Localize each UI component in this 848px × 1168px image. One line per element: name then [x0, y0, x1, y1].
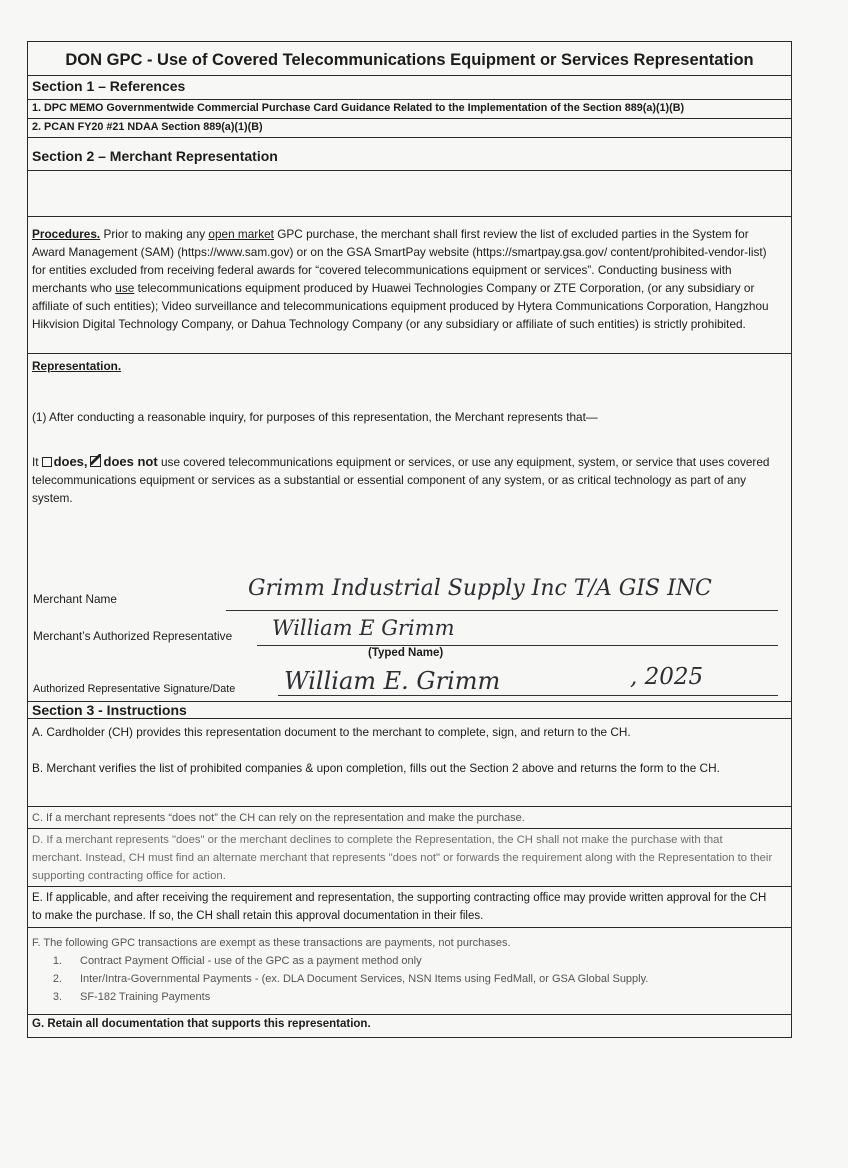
authorized-rep-line — [257, 645, 778, 646]
form-title: DON GPC - Use of Covered Telecommunications Equipment or Services Representation — [65, 51, 754, 69]
reference-1: 1. DPC MEMO Governmentwide Commercial Purchase Card Guidance Related to the Implementation of the Section 889(a)(1)(B) — [28, 99, 791, 118]
typed-name-caption: (Typed Name) — [368, 647, 444, 659]
representation-block — [28, 353, 791, 701]
section3-heading: Section 3 - Instructions — [28, 701, 791, 718]
signature-date-label: Authorized Representative Signature/Date — [33, 683, 236, 695]
instruction-f-block — [28, 927, 791, 1014]
reference-2: 2. PCAN FY20 #21 NDAA Section 889(a)(1)(B) — [28, 118, 791, 137]
representation-item-1: (1) After conducting a reasonable inquiry, for purposes of this representation, the Merchant represents that— — [32, 410, 598, 424]
date-field[interactable]: , 2025 — [630, 664, 704, 690]
instruction-c: C. If a merchant represents “does not” the CH can rely on the representation and make the purchase. — [28, 806, 791, 828]
does-not-checkbox-checked[interactable] — [90, 456, 101, 467]
instruction-g: G. Retain all documentation that supports this representation. — [28, 1014, 791, 1038]
exempt-item-2: 2. Inter/Intra-Governmental Payments - (ex. DLA Document Services, NSN Items using FedMall, or GSA Global Supply. — [52, 973, 649, 985]
instruction-ab — [28, 718, 791, 806]
merchant-name-line — [226, 610, 778, 611]
blank-row — [28, 170, 791, 216]
section1-heading: Section 1 – References — [28, 75, 791, 99]
signature-line — [278, 695, 778, 696]
representation-statement: It does, does not use covered telecommunications equipment or services, or use any equipment, system, or service that uses covered telecommunications equipment or services as a substantial or essential component of any system, or as critical technology as part of any system. — [32, 454, 770, 505]
instruction-d: D. If a merchant represents "does" or the merchant declines to complete the Representation, the CH shall not make the purchase with that merchant. Instead, CH must find an alternate merchant that represents "does not" or forwards the requirement along with the Representation to their supporting contracting office for action. — [28, 828, 791, 886]
authorized-rep-field[interactable]: William E Grimm — [272, 616, 455, 640]
procedures-block: Procedures. Prior to making any open market GPC purchase, the merchant shall first review the list of excluded parties in the System for Award Management (SAM) (https://www.sam.gov) or on the GSA SmartPay website (https://smartpay.gsa.gov/ content/prohibited-vendor-list) for entities excluded from receiving federal awards for “covered telecommunications equipment or services”. Conducting business with merchants who use telecommunications equipment produced by Huawei Technologies Company or ZTE Corporation, (or any subsidiary or affiliate of such entities); Video surveillance and telecommunications equipment produced by Hytera Communications Corporation, Hangzhou Hikvision Digital Technology Company, or Dahua Technology Company (or any subsidiary or affiliate of such entities) is strictly prohibited. — [28, 216, 791, 353]
representation-label: Representation. — [32, 359, 122, 373]
representation-form — [27, 41, 792, 1038]
authorized-rep-label: Merchant’s Authorized Representative — [33, 629, 233, 643]
exempt-item-1: 1. Contract Payment Official - use of the GPC as a payment method only — [52, 955, 422, 967]
merchant-name-label: Merchant Name — [33, 592, 117, 606]
instruction-b: B. Merchant verifies the list of prohibited companies & upon completion, fills out the Section 2 above and returns the form to the CH. — [32, 761, 720, 775]
instruction-f: F. The following GPC transactions are exempt as these transactions are payments, not purchases. — [32, 937, 511, 949]
does-checkbox[interactable] — [42, 457, 52, 467]
instruction-e: E. If applicable, and after receiving the requirement and representation, the supporting contracting office may provide written approval for the CH to make the purchase. If so, the CH shall retain this approval documentation in their files. — [28, 886, 791, 927]
merchant-name-field[interactable]: Grimm Industrial Supply Inc T/A GIS INC — [248, 576, 712, 601]
instruction-a: A. Cardholder (CH) provides this representation document to the merchant to complete, sign, and return to the CH. — [32, 725, 631, 739]
signature-field[interactable]: William E. Grimm — [284, 667, 501, 695]
exempt-item-3: 3. SF-182 Training Payments — [52, 991, 211, 1003]
section2-heading: Section 2 – Merchant Representation — [28, 137, 791, 170]
